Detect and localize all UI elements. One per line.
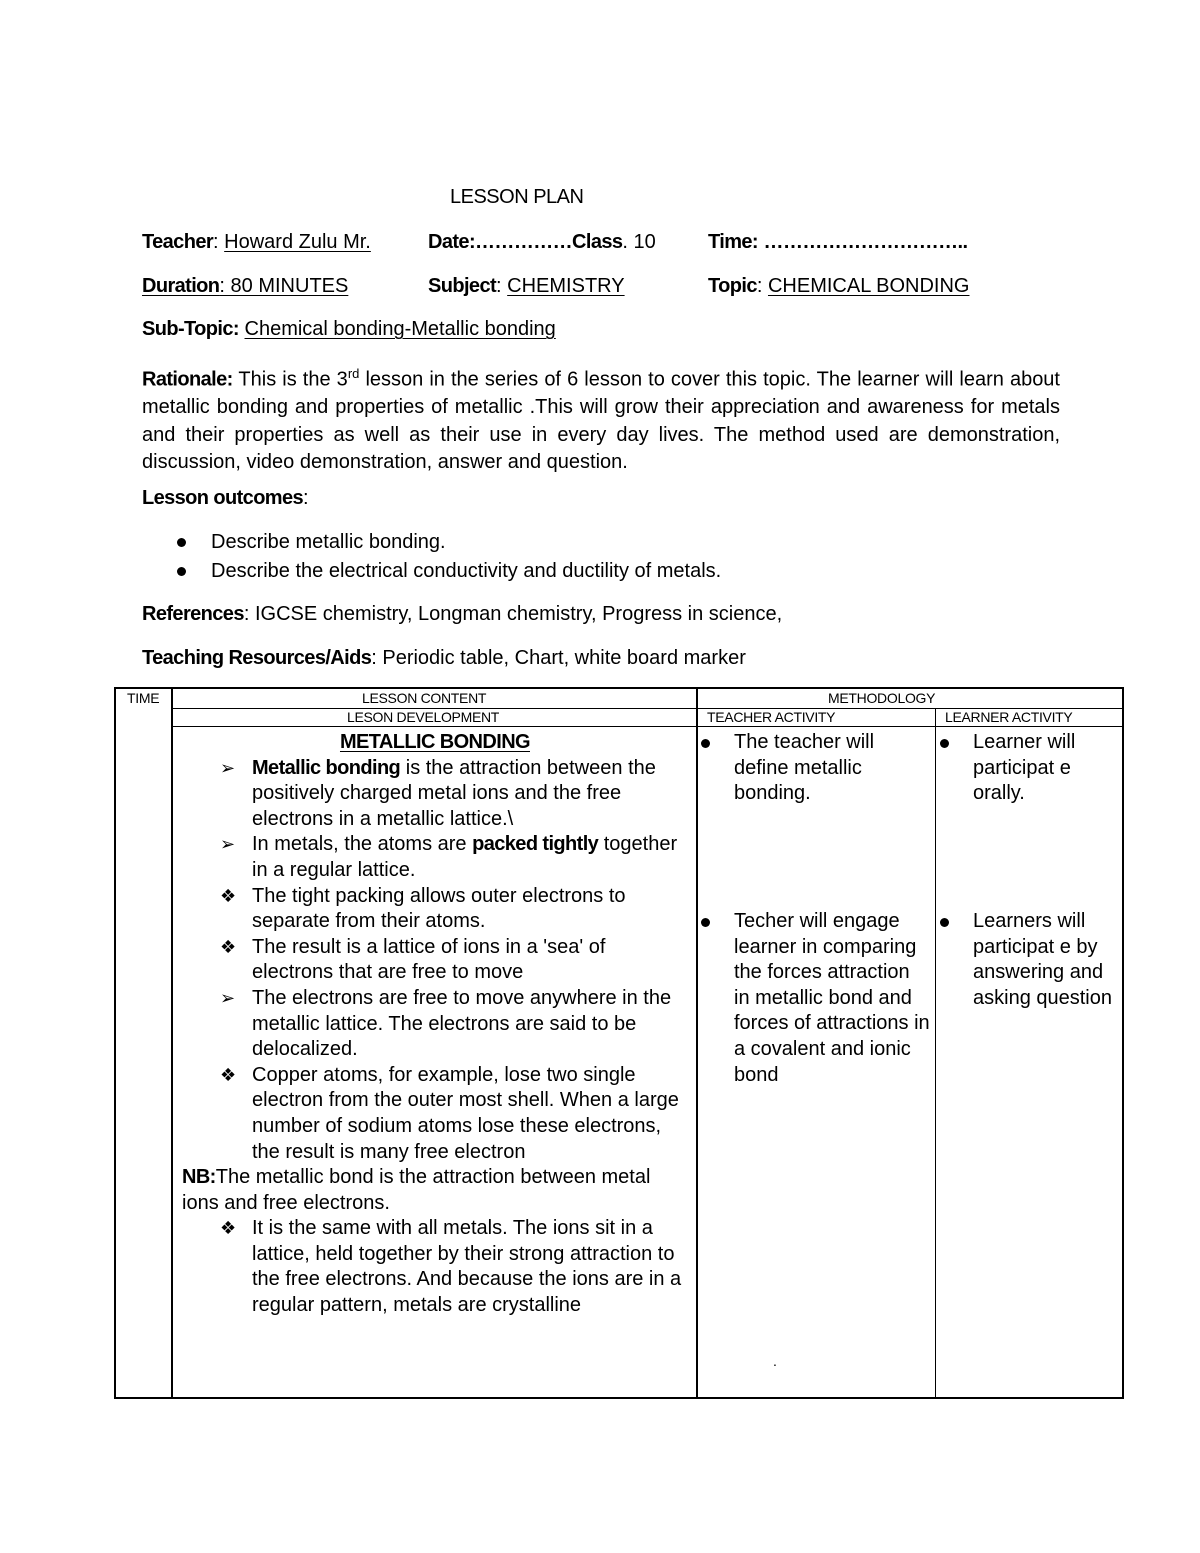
list-item	[182, 832, 688, 883]
trailing-dot: .	[773, 1353, 777, 1369]
list-item	[698, 909, 930, 1088]
item-text: Copper atoms, for example, lose two single electron from the outer most shell. When a large number of sodium atoms lose these electrons, the result is many free electron	[252, 1063, 679, 1163]
list-item	[182, 884, 688, 935]
teacher-value: Howard Zulu Mr.	[224, 231, 371, 253]
bullet-icon	[940, 739, 949, 748]
references-field	[142, 603, 782, 626]
item-text: The electrons are free to move anywhere in the metallic lattice. The electrons are said to be delocalized.	[252, 986, 672, 1061]
subject-value: CHEMISTRY	[507, 275, 625, 297]
subtopic-field	[142, 318, 556, 341]
resources-label: Teaching Resources/Aids	[142, 647, 372, 669]
list-item	[182, 1216, 688, 1318]
page-title: LESSON PLAN	[450, 186, 584, 208]
header-lesson-content: LESSON CONTENT	[362, 690, 487, 706]
list-item	[698, 730, 930, 807]
bullet-icon	[701, 739, 710, 748]
subject-field: Subject: CHEMISTRY	[428, 275, 625, 297]
lesson-table	[114, 687, 1124, 1399]
outcomes-list	[142, 528, 1060, 586]
list-item	[182, 986, 688, 1063]
item-text: It is the same with all metals. The ions sit in a lattice, held together by their strong attraction to the free electrons. And because the ions are in a regular pattern, metals are crystalline	[252, 1217, 682, 1317]
list-item	[937, 909, 1119, 1011]
item-text: The teacher will define metallic bonding.	[734, 731, 875, 805]
teacher-activity-cell-2	[734, 909, 930, 1088]
header-learner-activity: LEARNER ACTIVITY	[945, 709, 1073, 725]
table-divider	[171, 689, 173, 1397]
item-text: In metals, the atoms are	[252, 833, 473, 856]
date-label: Date:	[428, 231, 476, 253]
table-divider	[171, 726, 1122, 727]
item-text: Learner will participat e orally.	[973, 731, 1076, 805]
teacher-label: Teacher	[142, 231, 214, 253]
bullet-icon	[940, 918, 949, 927]
rationale-text-1: This is the 3	[232, 368, 348, 391]
diamond-bullet-icon: ❖	[220, 936, 237, 957]
resources-value: : Periodic table, Chart, white board marker	[371, 647, 746, 669]
item-text: Learners will participat e by answering and asking question	[973, 910, 1112, 1009]
bullet-icon	[177, 567, 186, 576]
rationale-label: Rationale:	[142, 368, 233, 391]
subtopic-value: Chemical bonding-Metallic bonding	[244, 318, 556, 340]
outcome-text: Describe the electrical conductivity and ductility of metals.	[211, 560, 722, 582]
references-label: References	[142, 603, 244, 625]
date-value: ……………	[475, 231, 573, 253]
list-item	[937, 730, 1119, 807]
rationale	[142, 360, 1060, 477]
topic-value: CHEMICAL BONDING	[767, 275, 970, 297]
list-item	[182, 1063, 688, 1165]
lesson-content-cell	[182, 730, 688, 1319]
topic-label: Topic	[708, 275, 757, 297]
item-text: is the attraction between the positively charged metal ions and the free electrons in a metallic lattice.\	[252, 756, 656, 830]
teacher-field: Teacher: Howard Zulu Mr.	[142, 231, 371, 253]
item-text: The tight packing allows outer electrons to separate from their atoms.	[252, 884, 626, 933]
bold-term: Metallic bonding	[252, 756, 401, 779]
outcomes-label: Lesson outcomes	[142, 487, 304, 509]
list-item	[182, 935, 688, 986]
arrow-bullet-icon: ➢	[220, 987, 236, 1008]
item-text: Techer will engage learner in comparing the forces attraction in metallic bond and forces of attractions in a covalent and ionic bond	[734, 910, 930, 1086]
header-teacher-activity: TEACHER ACTIVITY	[707, 709, 836, 725]
arrow-bullet-icon: ➢	[220, 834, 236, 855]
list-item	[182, 756, 688, 833]
rationale-text-2: lesson in the series of 6 lesson to cover this topic. The learner will learn about metallic bonding and properties of metallic .This will grow their appreciation and awareness for metals and their properties as well as their use in every day lives. The method used are demonstration, discussion, video demonstration, answer and question.	[142, 368, 1060, 474]
bullet-icon	[701, 918, 710, 927]
list-item	[142, 557, 1060, 586]
time-field	[708, 231, 967, 254]
header-methodology: METHODOLOGY	[828, 690, 936, 706]
teacher-activity-cell	[734, 730, 930, 807]
header-lesson-development: LESON DEVELOPMENT	[347, 709, 500, 725]
content-heading: METALLIC BONDING	[339, 731, 530, 753]
bullet-icon	[177, 538, 186, 547]
time-value: …………………………..	[763, 231, 968, 253]
header-time: TIME	[127, 690, 160, 706]
rationale-sup: rd	[347, 366, 360, 381]
learner-activity-cell-2	[973, 909, 1119, 1011]
duration-value: : 80 MINUTES	[219, 275, 349, 297]
nb-text: The metallic bond is the attraction between metal ions and free electrons.	[182, 1166, 651, 1214]
nb-note	[182, 1165, 688, 1216]
duration-label: Duration	[142, 275, 220, 297]
table-divider	[935, 709, 936, 1397]
list-item	[142, 528, 1060, 557]
subtopic-label: Sub-Topic:	[142, 318, 239, 340]
references-value: : IGCSE chemistry, Longman chemistry, Progress in science,	[243, 603, 783, 625]
resources-field	[142, 647, 746, 670]
time-label: Time:	[708, 231, 758, 253]
item-text: together in a regular lattice.	[252, 833, 678, 881]
class-value: . 10	[622, 231, 656, 253]
diamond-bullet-icon: ❖	[220, 885, 237, 906]
class-label: Class	[572, 231, 623, 253]
arrow-bullet-icon: ➢	[220, 757, 236, 778]
date-class-field	[428, 231, 656, 254]
bold-term: packed tightly	[472, 833, 599, 856]
nb-label: NB:	[182, 1166, 216, 1189]
duration-field	[142, 275, 348, 298]
diamond-bullet-icon: ❖	[220, 1064, 237, 1085]
learner-activity-cell	[973, 730, 1119, 807]
item-text: The result is a lattice of ions in a 'sea' of electrons that are free to move	[252, 935, 606, 984]
outcomes-heading: Lesson outcomes:	[142, 487, 309, 509]
topic-field: Topic: CHEMICAL BONDING	[708, 275, 970, 297]
outcome-text: Describe metallic bonding.	[211, 531, 446, 553]
diamond-bullet-icon: ❖	[220, 1218, 237, 1239]
subject-label: Subject	[428, 275, 497, 297]
